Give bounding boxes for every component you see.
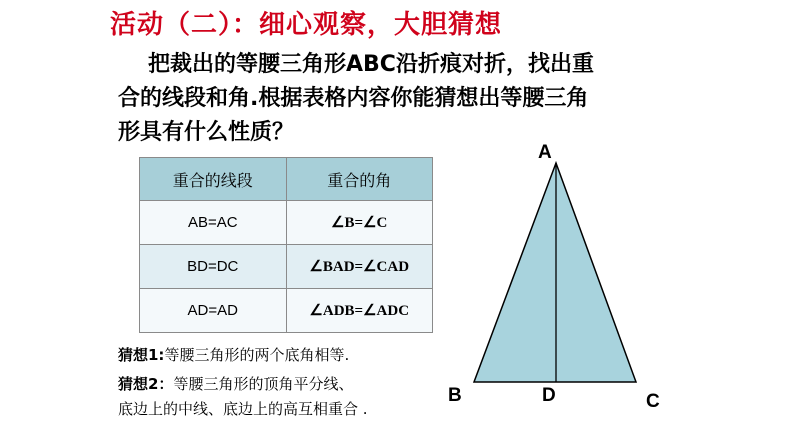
conjecture-2-prefix: 猜想2： <box>118 375 174 393</box>
vertex-label-d: D <box>542 385 556 406</box>
conjecture-1-text: 等腰三角形的两个底角相等. <box>164 346 350 364</box>
page-title: 活动（二）：细心观察，大胆猜想 <box>110 10 503 40</box>
angle-cell: ∠B=∠C <box>286 201 433 245</box>
intro-line-3: 形具有什么性质？ <box>118 120 295 145</box>
segment-cell: AD=AD <box>140 289 287 333</box>
conjecture-2-line-2: 底边上的中线、底边上的高互相重合 . <box>118 400 368 418</box>
header-angles: 重合的角 <box>286 158 433 201</box>
conjecture-2-line-1: 等腰三角形的顶角平分线、 <box>173 375 354 393</box>
vertex-label-a: A <box>538 142 552 163</box>
header-segments: 重合的线段 <box>140 158 287 201</box>
vertex-label-c: C <box>646 391 660 412</box>
intro-line-1: 把裁出的等腰三角形ABC沿折痕对折，找出重 <box>148 52 594 77</box>
conjecture-1-prefix: 猜想1: <box>118 346 165 364</box>
vertex-label-b: B <box>448 385 462 406</box>
intro-line-2: 合的线段和角.根据表格内容你能猜想出等腰三角 <box>118 86 589 111</box>
triangle-abc <box>474 163 636 382</box>
angle-cell: ∠BAD=∠CAD <box>286 245 433 289</box>
segment-cell: AB=AC <box>140 201 287 245</box>
angle-cell: ∠ADB=∠ADC <box>286 289 433 333</box>
segment-cell: BD=DC <box>140 245 287 289</box>
